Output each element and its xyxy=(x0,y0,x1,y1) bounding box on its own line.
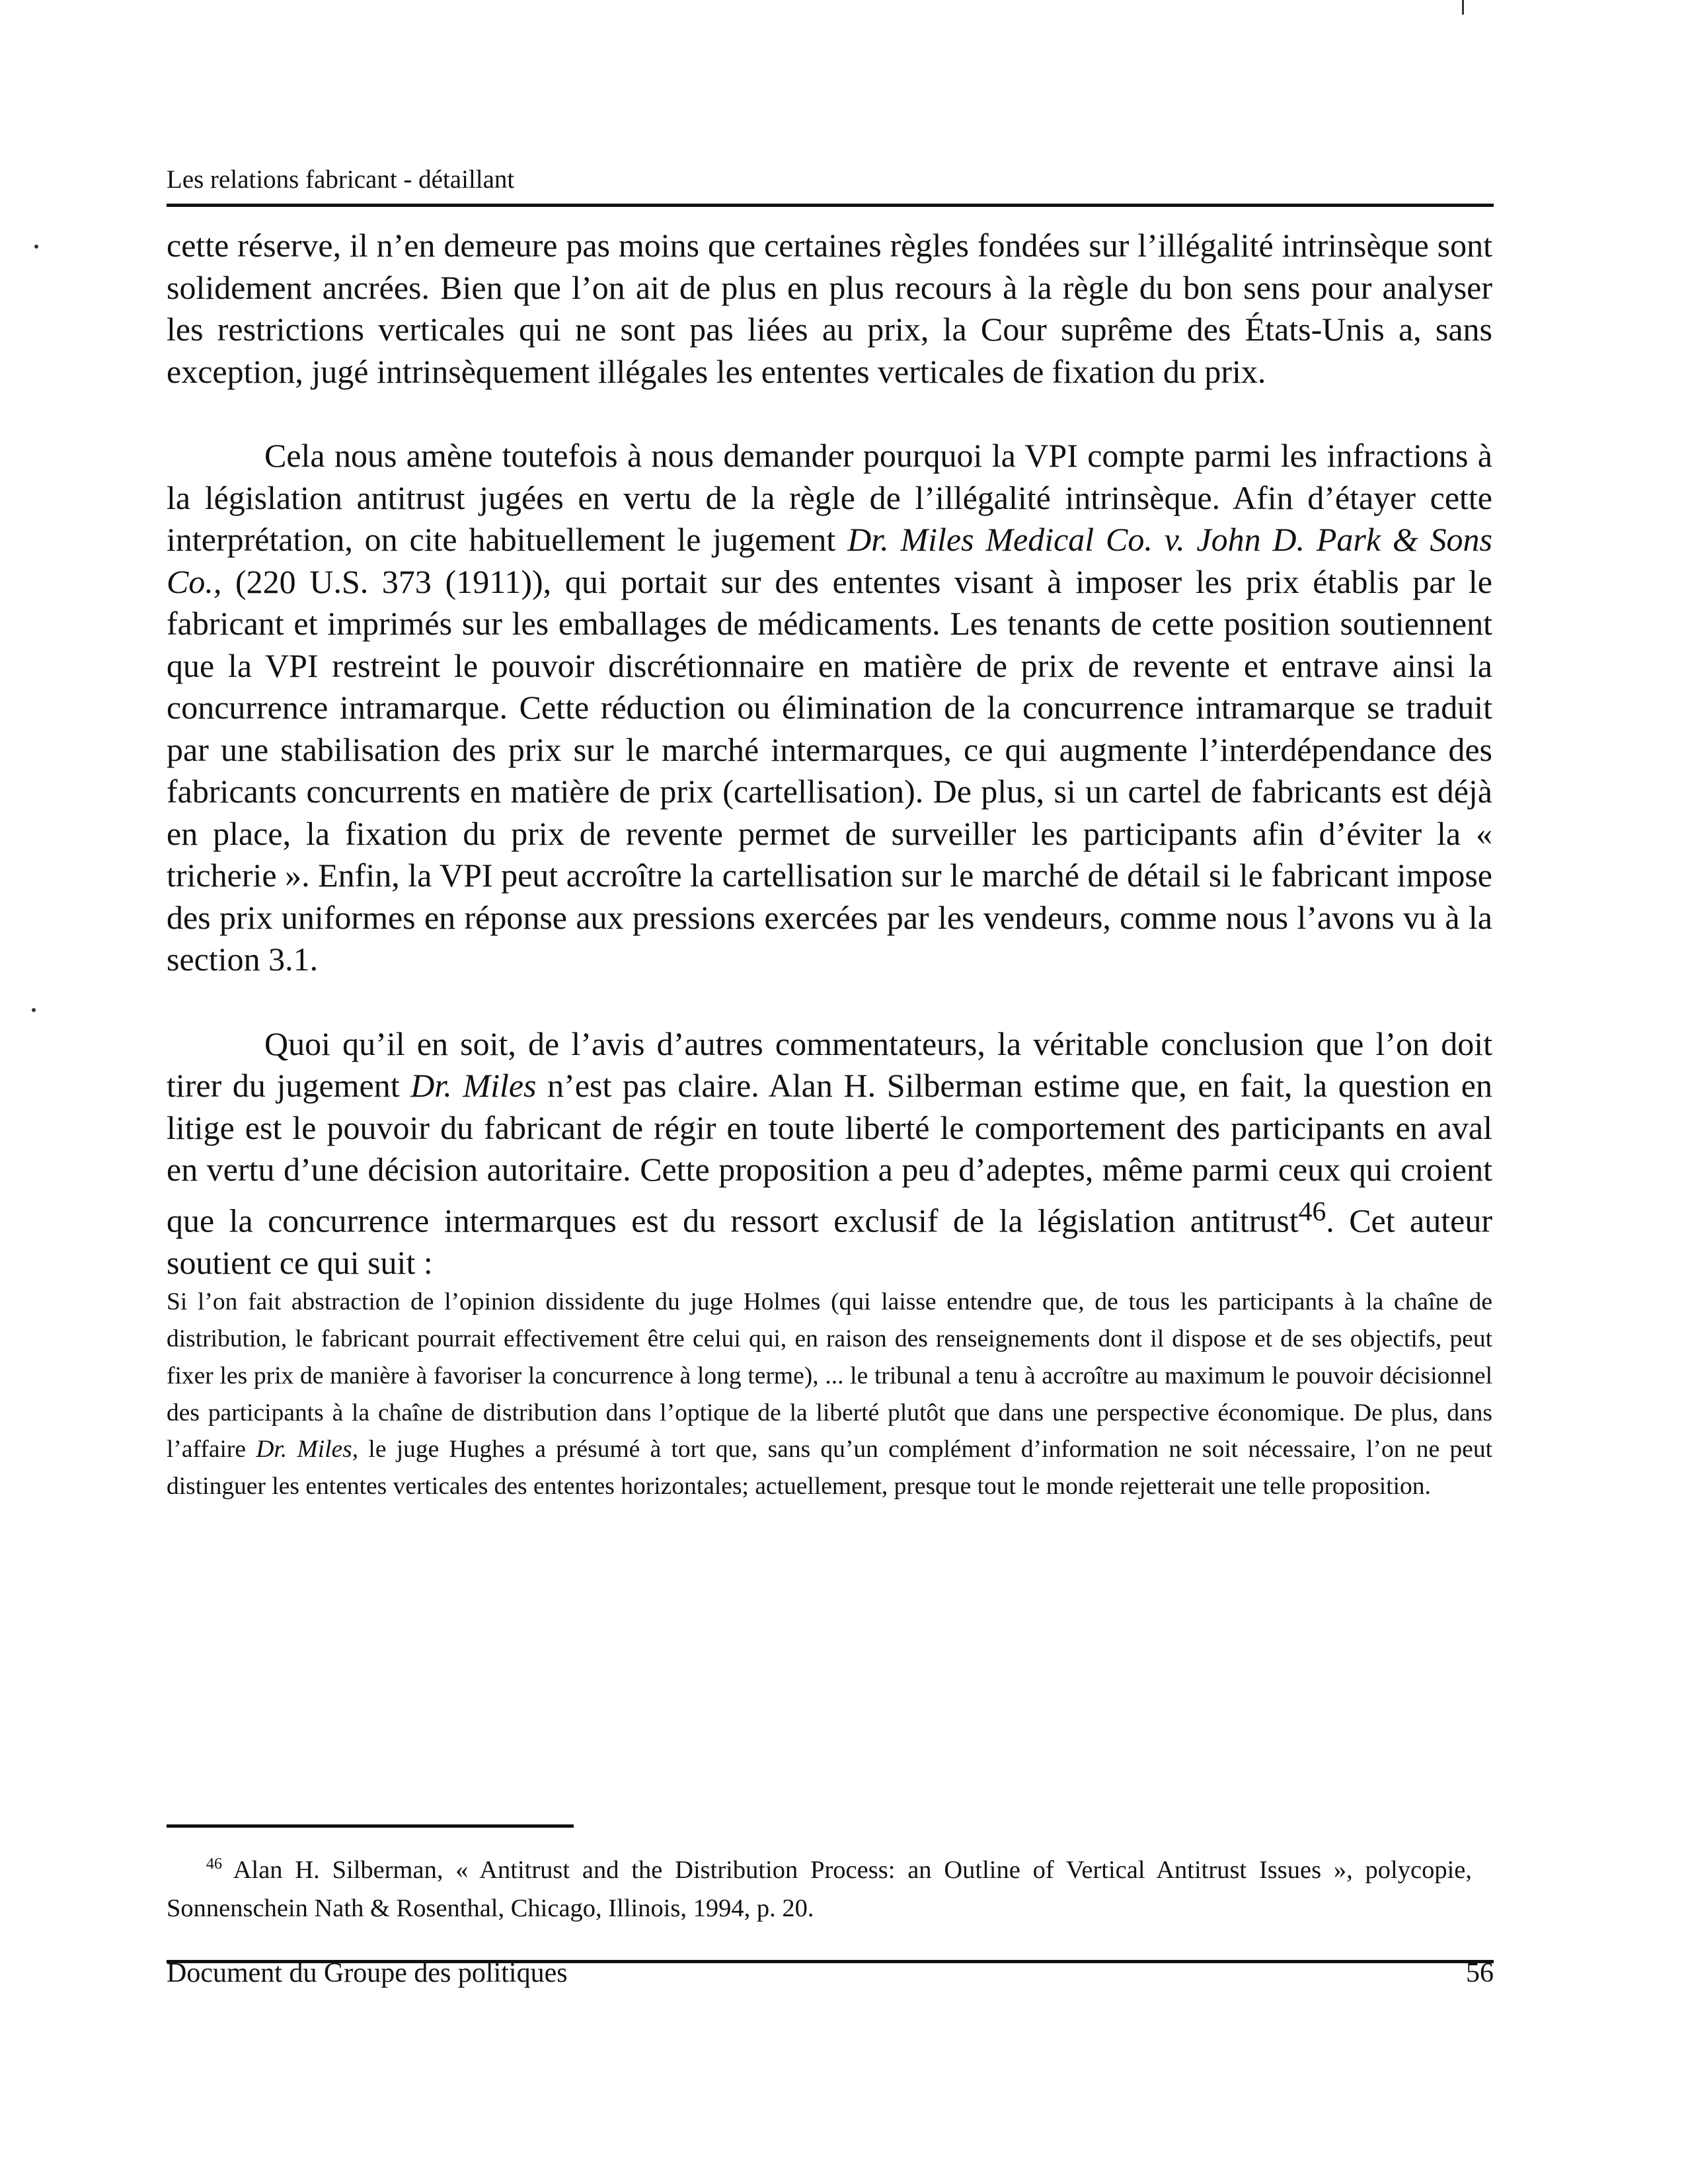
page-number: 56 xyxy=(1466,1958,1494,1988)
footnote xyxy=(167,1851,1472,1928)
quote-rest: le juge Hughes a présumé à tort que, sans qu’un complément d’information ne soit nécessaire, l’on ne peut distinguer les ententes verticales des ententes horizontales; actuellement, presque tout le monde rejetterait une telle proposition. xyxy=(167,1436,1492,1501)
scan-speck xyxy=(32,1008,36,1012)
header-rule xyxy=(167,204,1494,207)
scan-speck xyxy=(1462,0,1464,15)
paragraph-2-rest: (220 U.S. 373 (1911)), qui portait sur des ententes visant à imposer les prix établis par le fabricant et imprimés sur les emballages de médicaments. Les tenants de cette position soutiennent que la VPI restreint le pouvoir discrétionnaire en matière de prix de revente et entrave ainsi la concurrence intramarque. Cette réduction ou élimination de la concurrence intramarque se traduit par une stabilisation des prix sur le marché intermarques, ce qui augmente l’interdépendance des fabricants concurrents en matière de prix (cartellisation). De plus, si un cartel de fabricants est déjà en place, la fixation du prix de revente permet de surveiller les participants afin d’éviter la « tricherie ». Enfin, la VPI peut accroître la cartellisation sur le marché de détail si le fabricant impose des prix uniformes en réponse aux pressions exercées par les vendeurs, comme nous l’avons vu à la section 3.1. xyxy=(167,563,1492,978)
paragraph-2 xyxy=(167,435,1492,981)
paragraph-3-middle: n’est pas claire. Alan H. Silberman estime que, en fait, la question en litige est le pouvoir du fabricant de régir en toute liberté le comportement des participants en aval en vertu d’une décision autoritaire. Cette proposition a peu d’adeptes, même parmi ceux qui croient que la concurrence intermarques est du ressort exclusif de la législation antitrust xyxy=(167,1067,1492,1239)
case-name: Dr. Miles xyxy=(410,1067,537,1104)
main-text xyxy=(167,225,1492,1505)
running-header: Les relations fabricant - détaillant xyxy=(167,165,515,194)
paragraph-1: cette réserve, il n’en demeure pas moins que certaines règles fondées sur l’illégalité intrinsèque sont solidement ancrées. Bien que l’on ait de plus en plus recours à la règle du bon sens pour analyser les restrictions verticales qui ne sont pas liées au prix, la Cour suprême des États-Unis a, sans exception, jugé intrinsèquement illégales les ententes verticales de fixation du prix. xyxy=(167,227,1492,390)
paragraph-3-intro: Quoi qu’il en soit, de l’avis d’autres commentateurs, la véritable conclusion que l’on doit tirer du jugement xyxy=(167,1025,1492,1104)
paragraph-3 xyxy=(167,1023,1492,1284)
footnote-text: Alan H. Silberman, « Antitrust and the Distribution Process: an Outline of Vertical Antitrust Issues », polycopie, Sonnenschein Nath & Rosenthal, Chicago, Illinois, 1994, p. 20. xyxy=(167,1856,1472,1922)
footer-title: Document du Groupe des politiques xyxy=(167,1958,568,1988)
footnote-rule xyxy=(167,1824,574,1828)
paragraph-3-end: . Cet auteur soutient ce qui suit : xyxy=(167,1202,1492,1281)
footnote-reference[interactable]: 46 xyxy=(1298,1196,1326,1227)
case-citation: Dr. Miles Medical Co. v. John D. Park & Sons Co., xyxy=(167,521,1492,600)
block-quote xyxy=(167,1284,1492,1505)
quote-intro: Si l’on fait abstraction de l’opinion dissidente du juge Holmes (qui laisse entendre que, de tous les participants à la chaîne de distribution, le fabricant pourrait effectivement être celui qui, en raison des renseignements dont il dispose et de ses objectifs, peut fixer les prix de manière à favoriser la concurrence à long terme), ... le tribunal a tenu à accroître au maximum le pouvoir décisionnel des participants à la chaîne de distribution dans l’optique de la liberté plutôt que dans une perspective économique. De plus, dans l’affaire xyxy=(167,1288,1492,1463)
paragraph-2-intro: Cela nous amène toutefois à nous demander pourquoi la VPI compte parmi les infractions à la législation antitrust jugées en vertu de la règle de l’illégalité intrinsèque. Afin d’étayer cette interprétation, on cite habituellement le jugement xyxy=(167,437,1492,558)
footnote-number: 46 xyxy=(206,1855,222,1873)
quote-case-name: Dr. Miles, xyxy=(256,1436,359,1463)
scan-speck xyxy=(34,245,38,249)
